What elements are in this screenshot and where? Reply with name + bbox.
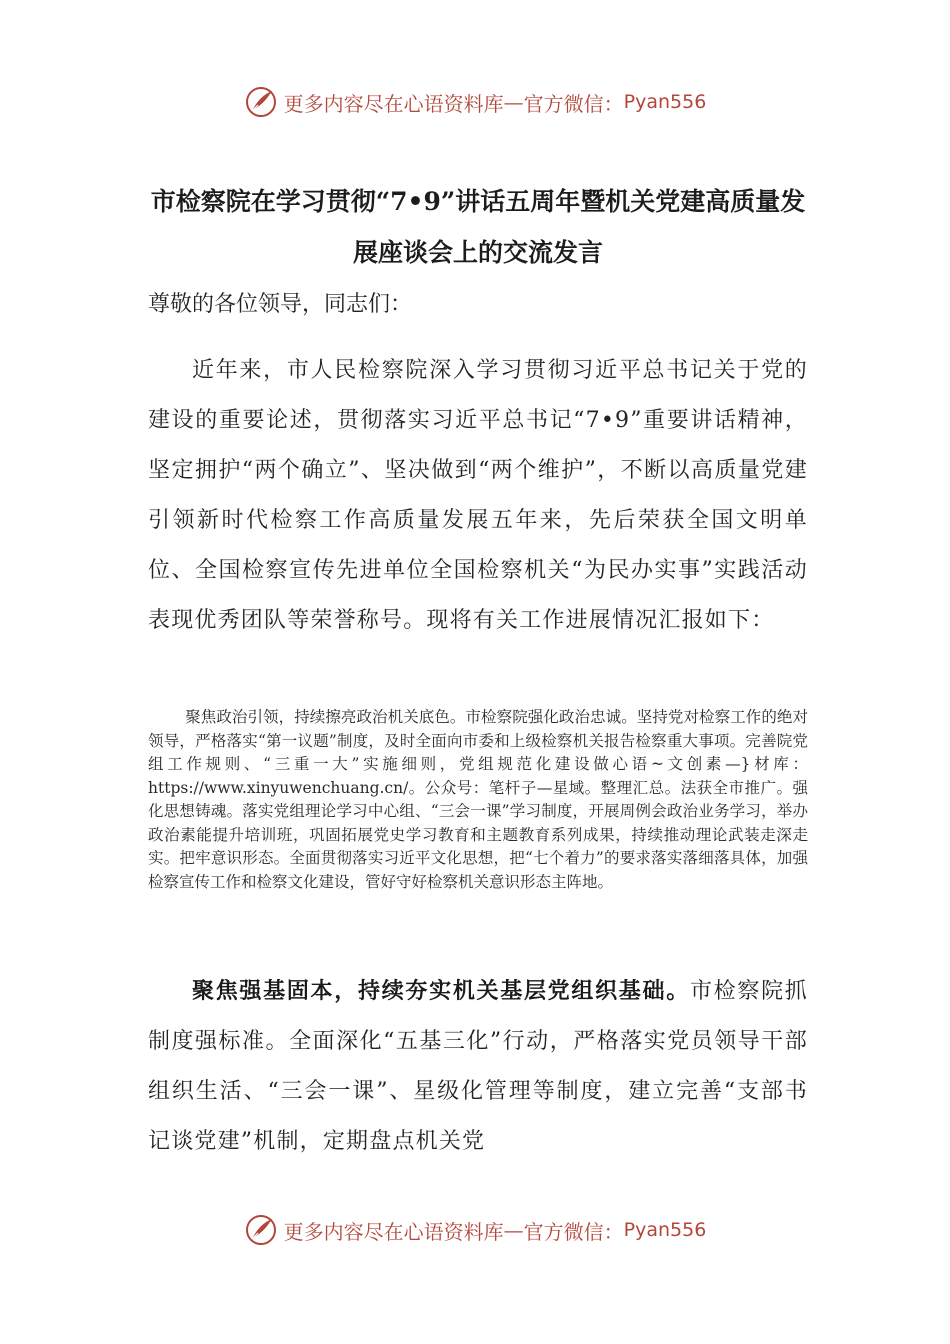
quill-pen-logo-icon bbox=[244, 85, 278, 119]
watermark-separator: — bbox=[503, 1218, 524, 1242]
watermark-text: 更多内容尽在心语资料库 bbox=[283, 1219, 504, 1244]
paragraph-heading: 聚焦强基固本，持续夯实机关基层党组织基础。 bbox=[192, 978, 690, 1004]
paragraph-intro: 近年来，市人民检察院深入学习贯彻习近平总书记关于党的建设的重要论述，贯彻落实习近平总书记“7•9”重要讲话精神，坚定拥护“两个确立”、坚决做到“两个维护”，不断以高质量党建引领新时代检察工作高质量发展五年来，先后荣获全国文明单位、全国检察宣传先进单位全国检察机关“为民办实事”实践活动表现优秀团队等荣誉称号。现将有关工作进展情况汇报如下： bbox=[148, 358, 808, 633]
salutation: 尊敬的各位领导，同志们： bbox=[148, 292, 413, 317]
paragraph-body: 市检察院抓制度强标准。全面深化“五基三化”行动，严格落实党员领导干部组织生活、“三会一课”、星级化管理等制度，建立完善“支部书记谈党建”机制，定期盘点机关党 bbox=[148, 979, 808, 1154]
watermark-separator: — bbox=[503, 90, 524, 114]
watermark-wechat-label: 官方微信： bbox=[523, 91, 624, 116]
watermark-wechat-id: Pyan556 bbox=[623, 1219, 707, 1241]
watermark-wechat-label: 官方微信： bbox=[523, 1219, 624, 1244]
watermark-wechat-id: Pyan556 bbox=[623, 91, 707, 113]
quill-pen-logo-icon bbox=[244, 1213, 278, 1247]
paragraph-strengthen-foundation bbox=[148, 966, 808, 1167]
document-title: 市检察院在学习贯彻“7•9”讲话五周年暨机关党建高质量发展座谈会上的交流发言 bbox=[150, 187, 806, 267]
watermark-text: 更多内容尽在心语资料库 bbox=[283, 91, 504, 116]
watermark-banner-top bbox=[0, 82, 950, 122]
paragraph-political-guidance: 聚焦政治引领，持续擦亮政治机关底色。市检察院强化政治忠诚。坚持党对检察工作的绝对领导，严格落实“第一议题”制度，及时全面向市委和上级检察机关报告检察重大事项。完善院党组工作规则、“三重一大”实施细则，党组规范化建设做心语~文创素—}材库：https://www.xinyuwenchuang.cn/。公众号：笔杆子—星域。整理汇总。法获全市推广。强化思想铸魂。落实党组理论学习中心组、“三会一课”学习制度，开展周例会政治业务学习，举办政治素能提升培训班，巩固拓展党史学习教育和主题教育系列成果，持续推动理论武装走深走实。把牢意识形态。全面贯彻落实习近平文化思想，把“七个着力”的要求落实落细落具体，加强检察宣传工作和检察文化建设，管好守好检察机关意识形态主阵地。 bbox=[148, 708, 808, 891]
watermark-banner-bottom bbox=[0, 1210, 950, 1250]
